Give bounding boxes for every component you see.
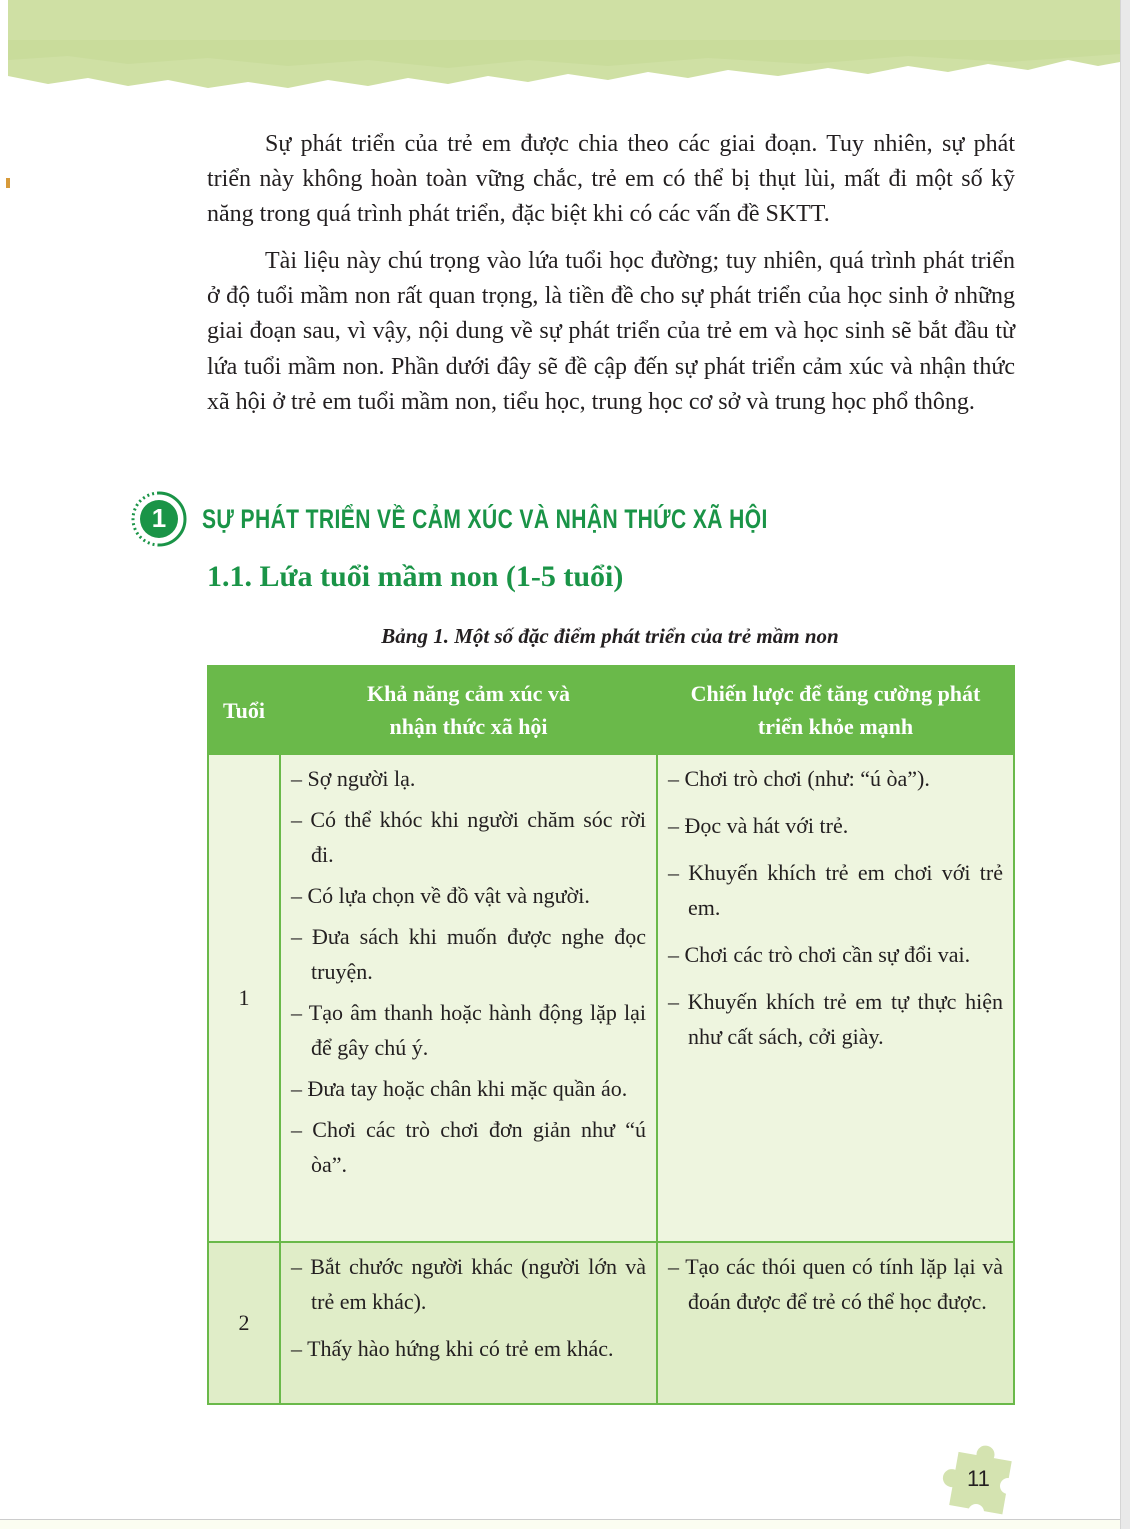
page-edge-bottom xyxy=(0,1519,1120,1529)
list-item: – Tạo các thói quen có tính lặp lại và đoán được để trẻ có thể học được. xyxy=(668,1254,1003,1314)
development-table xyxy=(207,665,1015,1405)
table-row xyxy=(208,1242,1014,1404)
list-item: – Chơi trò chơi (như: “ú òa”). xyxy=(668,766,930,791)
table-caption: Bảng 1. Một số đặc điểm phát triển của trẻ mầm non xyxy=(381,624,839,648)
table-header-row xyxy=(208,666,1014,754)
page-number: 11 xyxy=(967,1466,990,1491)
list-item: – Chơi các trò chơi cần sự đổi vai. xyxy=(668,942,971,967)
decorative-banner xyxy=(8,0,1120,95)
list-item: – Tạo âm thanh hoặc hành động lặp lại để gây chú ý. xyxy=(291,1000,646,1060)
strategies-cell xyxy=(657,1242,1014,1404)
table-row xyxy=(208,754,1014,1242)
list-item: – Chơi các trò chơi đơn giản như “ú òa”. xyxy=(291,1117,646,1177)
section-number: 1 xyxy=(151,503,167,533)
list-item: – Khuyến khích trẻ em chơi với trẻ em. xyxy=(668,860,1003,920)
abilities-cell xyxy=(280,754,657,1242)
paragraph-2: Tài liệu này chú trọng vào lứa tuổi học đường; tuy nhiên, quá trình phát triển ở độ tuổi mầm non rất quan trọng, là tiền đề cho sự phát triển của học sinh ở những giai đoạn sau, vì vậy, nội dung về sự phát triển của trẻ em và học sinh sẽ bắt đầu từ lứa tuổi mầm non. Phần dưới đây sẽ đề cập đến sự phát triển cảm xúc và nhận thức xã hội ở trẻ em tuổi mầm non, tiểu học, trung học cơ sở và trung học phổ thông. xyxy=(207,248,1015,415)
list-item: – Có lựa chọn về đồ vật và người. xyxy=(291,883,590,908)
list-item: – Thấy hào hứng khi có trẻ em khác. xyxy=(291,1336,614,1361)
section-title: SỰ PHÁT TRIỂN VỀ CẢM XÚC VÀ NHẬN THỨC XÃ HỘI xyxy=(202,503,768,534)
header-abilities: Khả năng cảm xúc và nhận thức xã hội xyxy=(280,666,657,754)
list-item: – Đưa tay hoặc chân khi mặc quần áo. xyxy=(291,1076,628,1101)
list-item: – Bắt chước người khác (người lớn và trẻ em khác). xyxy=(291,1254,646,1314)
header-age: Tuổi xyxy=(208,666,280,754)
list-item: – Sợ người lạ. xyxy=(291,766,416,791)
list-item: – Có thể khóc khi người chăm sóc rời đi. xyxy=(291,807,646,867)
margin-mark xyxy=(6,178,10,188)
list-item: – Khuyến khích trẻ em tự thực hiện như cất sách, cởi giày. xyxy=(668,989,1003,1049)
section-number-badge xyxy=(130,490,188,548)
header-strategies: Chiến lược để tăng cường phát triển khỏe mạnh xyxy=(657,666,1014,754)
page-edge xyxy=(1120,0,1130,1529)
subsection-title: 1.1. Lứa tuổi mầm non (1-5 tuổi) xyxy=(207,560,624,593)
list-item: – Đọc và hát với trẻ. xyxy=(668,813,849,838)
strategies-cell xyxy=(657,754,1014,1242)
age-cell: 2 xyxy=(208,1242,280,1404)
list-item: – Đưa sách khi muốn được nghe đọc truyện. xyxy=(291,924,646,984)
paragraph-1: Sự phát triển của trẻ em được chia theo các giai đoạn. Tuy nhiên, sự phát triển này không hoàn toàn vững chắc, trẻ em có thể bị thụt lùi, mất đi một số kỹ năng trong quá trình phát triển, đặc biệt khi có các vấn đề SKTT. xyxy=(207,131,1015,228)
abilities-cell xyxy=(280,1242,657,1404)
section-heading xyxy=(130,490,927,548)
age-cell: 1 xyxy=(208,754,280,1242)
